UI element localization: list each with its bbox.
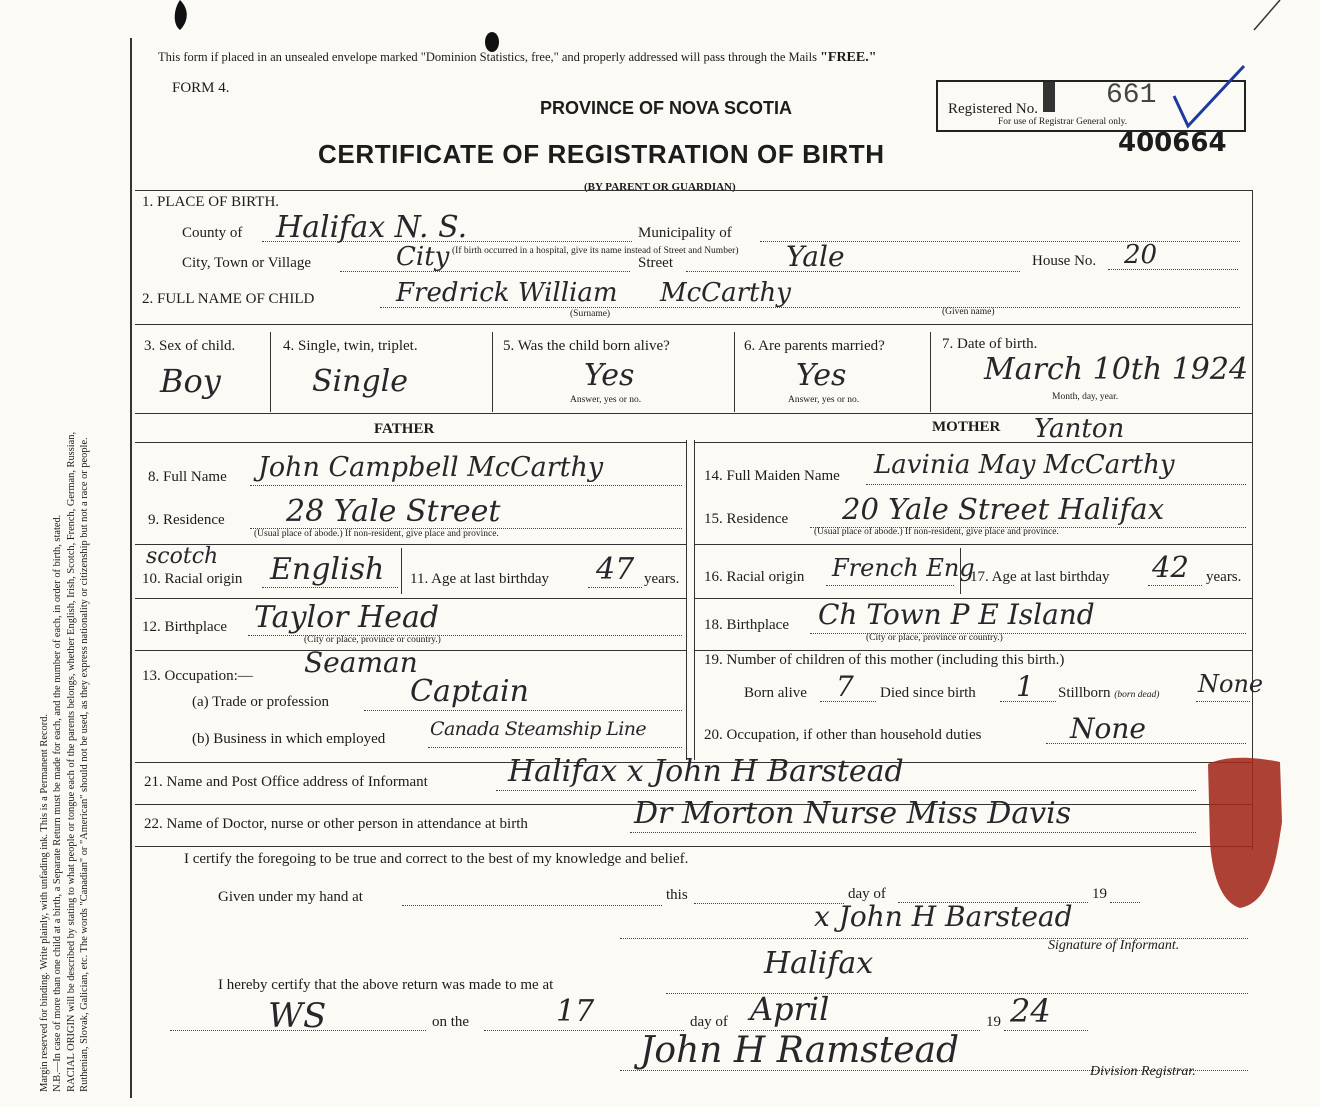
parents-married-caption: Answer, yes or no. [788,395,860,405]
parents-married-label: 6. Are parents married? [744,338,885,354]
dob-label: 7. Date of birth. [942,336,1038,352]
father-racial-above: scotch [146,544,219,569]
informant-value: Halifax x John H Barstead [508,754,904,789]
registration-month: April [750,990,830,1028]
father-birthplace-value: Taylor Head [254,600,440,635]
day-of-label: day of [848,886,886,902]
registrar-statement: I hereby certify that the above return was made to me at [218,977,554,993]
mail-notice: This form if placed in an unsealed envelope marked "Dominion Statistics, free," and properly addressed will pass through the Mails "FREE." [158,50,877,65]
father-occupation-value: Seaman [304,646,418,679]
division-registrar-caption: Division Registrar. [1090,1064,1196,1079]
house-number-label: House No. [1032,253,1097,269]
born-alive-count-label: Born alive [744,685,807,701]
father-racial-label: 10. Racial origin [142,571,243,587]
registered-label: Registered No. [948,101,1038,117]
county-value: Halifax N. S. [276,210,468,245]
checkmark-icon [1170,62,1250,134]
municipality-label: Municipality of [638,225,732,241]
year-prefix: 19 [1092,886,1107,902]
certificate-title: CERTIFICATE OF REGISTRATION OF BIRTH [318,139,885,169]
birth-type-label: 4. Single, twin, triplet. [283,338,418,354]
mother-racial-value: French Eng [832,554,975,582]
sex-label: 3. Sex of child. [144,338,236,354]
given-caption: (Given name) [942,307,995,317]
father-birthplace-caption: (City or place, province or country.) [304,635,441,645]
father-age-value: 47 [596,552,635,587]
mother-racial-label: 16. Racial origin [704,569,805,585]
informant-signature-caption: Signature of Informant. [1048,938,1180,953]
mother-birthplace-label: 18. Birthplace [704,617,789,633]
registrar-place: Halifax [764,946,874,981]
margin-line-4: Ruthenian, Slovak, Galician, etc. The words "Canadian" or "American" should not be used, as they express nationality or citizenship but not a race or people. [79,437,91,1092]
mother-years: years. [1206,569,1242,585]
child-name-label: 2. FULL NAME OF CHILD [142,291,315,307]
died-since-birth-label: Died since birth [880,685,976,701]
attendant-label: 22. Name of Doctor, nurse or other person in attendance at birth [144,816,528,832]
mother-residence-value: 20 Yale Street Halifax [842,492,1165,526]
mother-age-value: 42 [1152,550,1189,584]
stillborn-label: Stillborn (born dead) [1058,685,1160,701]
this-label: this [666,887,688,903]
stamp-number: 400664 [1118,128,1227,158]
father-heading: FATHER [374,421,435,437]
child-surname-written: McCarthy [660,278,791,308]
father-business-value: Canada Steamship Line [430,718,647,740]
father-residence-caption: (Usual place of abode.) If non-resident, give place and province. [254,529,499,539]
father-occupation-label: 13. Occupation:— [142,668,253,684]
surname-caption: (Surname) [570,309,611,319]
informant-signature: x John H Barstead [814,900,1073,933]
form-number: FORM 4. [172,80,230,96]
registration-day: 17 [556,994,595,1029]
pencil-tick-icon [1250,0,1290,40]
certificate-subtitle: (BY PARENT OR GUARDIAN) [584,181,736,193]
mother-residence-label: 15. Residence [704,511,789,527]
given-under-hand-label: Given under my hand at [218,889,363,905]
registration-year: 24 [1010,992,1051,1030]
mother-heading: MOTHER [932,419,1001,435]
born-alive-label: 5. Was the child born alive? [503,338,670,354]
father-trade-label: (a) Trade or profession [192,694,330,710]
street-label: Street [638,255,673,271]
mother-occupation-value: None [1070,712,1146,745]
on-the-label: on the [432,1014,470,1030]
children-count-label: 19. Number of children of this mother (including this birth.) [704,652,1065,668]
born-alive-value: Yes [584,358,635,393]
registrar-only-note: For use of Registrar General only. [998,117,1128,127]
mother-birthplace-caption: (City or place, province or country.) [866,633,1003,643]
attendant-value: Dr Morton Nurse Miss Davis [634,796,1072,831]
father-residence-label: 9. Residence [148,512,225,528]
province-heading: PROVINCE OF NOVA SCOTIA [540,98,793,118]
dob-value: March 10th 1924 [984,352,1249,387]
dob-caption: Month, day, year. [1052,392,1119,402]
child-given-written: Fredrick William [396,278,618,308]
mother-birthplace-value: Ch Town P E Island [818,598,1095,631]
father-trade-value: Captain [410,674,529,709]
mother-age-label: 17. Age at last birthday [970,569,1110,585]
city-label: City, Town or Village [182,255,312,271]
mother-occupation-label: 20. Occupation, if other than household duties [704,727,982,743]
father-name-label: 8. Full Name [148,469,227,485]
father-racial-value: English [270,552,385,587]
father-name-value: John Campbell McCarthy [258,452,604,483]
informant-label: 21. Name and Post Office address of Informant [144,774,428,790]
wax-seal-icon [1200,752,1286,912]
father-residence-value: 28 Yale Street [286,494,501,529]
frame-right [1252,190,1253,850]
mother-heading-note: Yanton [1034,414,1125,444]
died-since-birth-value: 1 [1016,670,1034,703]
county-label: County of [182,225,243,241]
place-of-birth-heading: 1. PLACE OF BIRTH. [142,194,280,210]
stillborn-value: None [1198,670,1264,698]
city-value: City [396,242,450,272]
binding-margin-line [130,38,132,1098]
frame-top [135,190,1253,191]
house-number-value: 20 [1124,240,1158,270]
sex-value: Boy [160,362,221,400]
mother-name-value: Lavinia May McCarthy [874,450,1175,480]
father-age-label: 11. Age at last birthday [410,571,549,587]
parents-married-value: Yes [796,358,847,393]
margin-line-2: N.B.—In case of more than one child at a birth, a Separate Return must be made for each, and the number of each, in order of birth, stated. [52,514,64,1092]
mother-name-label: 14. Full Maiden Name [704,468,840,484]
stamp-mark [1043,82,1055,112]
father-years: years. [644,571,680,587]
day-of-label-2: day of [690,1014,728,1030]
father-birthplace-label: 12. Birthplace [142,619,227,635]
margin-instructions [38,82,92,1092]
father-business-label: (b) Business in which employed [192,731,386,747]
margin-line-1: Margin reserved for binding. Write plainly, with unfading ink. This is a Permanent Record. [39,714,51,1092]
born-alive-count-value: 7 [836,670,854,703]
street-value: Yale [786,240,845,273]
birth-type-value: Single [312,364,409,399]
hospital-note: (If birth occurred in a hospital, give its name instead of Street and Number) [452,246,739,256]
certify-statement: I certify the foregoing to be true and correct to the best of my knowledge and belief. [184,851,689,867]
registered-number: 661 [1106,80,1157,111]
margin-line-3: RACIAL ORIGIN will be described by stating to what people or tongue each of the parents belongs, whether English, Irish, Scotch, French, German, Russian, [66,431,77,1092]
year-prefix-2: 19 [986,1014,1001,1030]
registrar-initials: WS [268,996,327,1036]
born-alive-caption: Answer, yes or no. [570,395,642,405]
mother-residence-caption: (Usual place of abode.) If non-resident, give place and province. [814,527,1059,537]
registrar-signature: John H Ramstead [640,1030,960,1071]
